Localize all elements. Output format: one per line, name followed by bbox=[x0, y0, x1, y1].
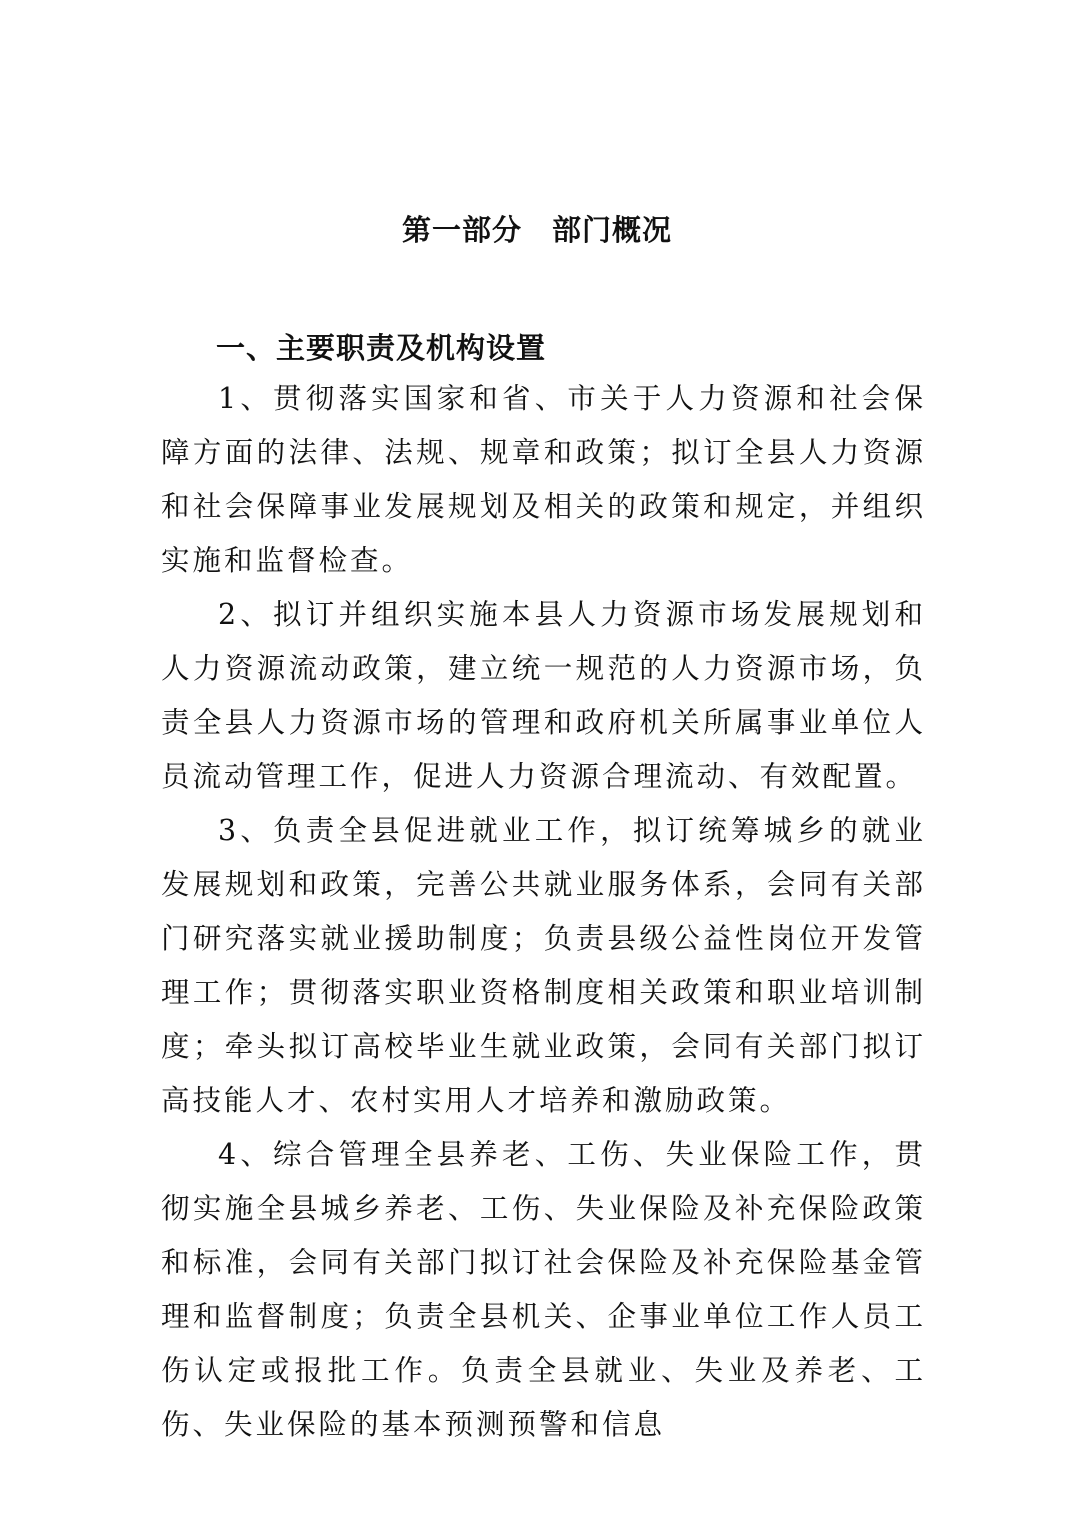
page-title bbox=[0, 204, 1074, 256]
paragraph-4: 4、综合管理全县养老、工伤、失业保险工作，贯彻实施全县城乡养老、工伤、失业保险及补充保险政策和标准，会同有关部门拟订社会保险及补充保险基金管理和监督制度；负责全县机关、企事业单位工作人员工伤认定或报批工作。负责全县就业、失业及养老、工伤、失业保险的基本预测预警和信息 bbox=[161, 1138, 926, 1441]
paragraph-1: 1、贯彻落实国家和省、市关于人力资源和社会保障方面的法律、法规、规章和政策；拟订全县人力资源和社会保障事业发展规划及相关的政策和规定，并组织实施和监督检查。 bbox=[161, 382, 926, 577]
paragraph-2: 2、拟订并组织实施本县人力资源市场发展规划和人力资源流动政策，建立统一规范的人力资源市场，负责全县人力资源市场的管理和政府机关所属事业单位人员流动管理工作，促进人力资源合理流动、有效配置。 bbox=[161, 598, 926, 793]
body-text bbox=[161, 372, 926, 1452]
paragraph-3: 3、负责全县促进就业工作，拟订统筹城乡的就业发展规划和政策，完善公共就业服务体系，会同有关部门研究落实就业援助制度；负责县级公益性岗位开发管理工作；贯彻落实职业资格制度相关政策和职业培训制度；牵头拟订高校毕业生就业政策，会同有关部门拟订高技能人才、农村实用人才培养和激励政策。 bbox=[161, 814, 926, 1117]
page-title-part: 第一部分 bbox=[401, 213, 522, 247]
page-title-section-name: 部门概况 bbox=[552, 213, 673, 247]
section-heading: 一、主要职责及机构设置 bbox=[216, 331, 547, 365]
